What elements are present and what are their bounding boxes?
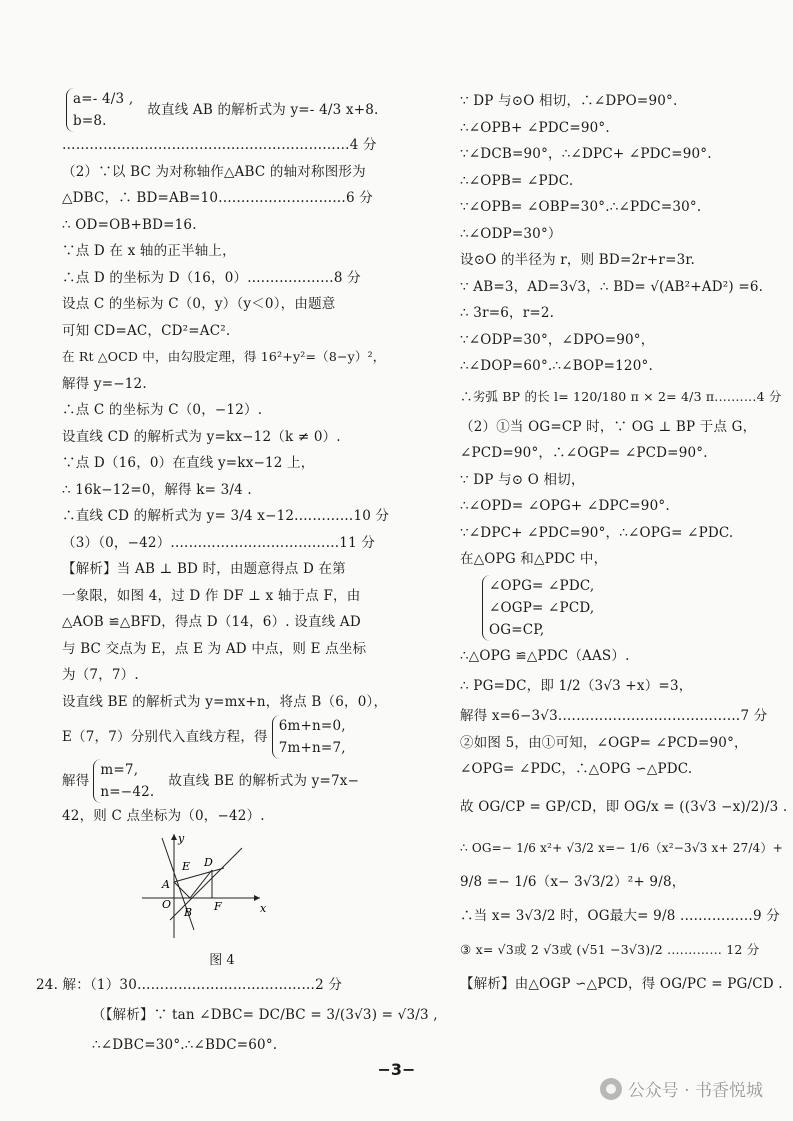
text-line: ∴直线 CD 的解析式为 y= 3/4 x−12.…………10 分 (62, 508, 390, 524)
text-line: （2）①当 OG=CP 时，∵ OG ⊥ BP 于点 G， (460, 418, 757, 435)
text-line: ∵∠DCB=90°，∴∠DPC+ ∠PDC=90°. (460, 146, 712, 162)
text-line: ∵∠ODP=30°，∠DPO=90°， (460, 331, 655, 348)
right-column (460, 88, 788, 1001)
text-line: △DBC，∴ BD=AB=10.………………………6 分 (62, 190, 373, 206)
text-span: 解得 (62, 773, 90, 789)
eq-line: ∠OPG= ∠PDC, (489, 577, 595, 594)
text-line: ∴劣弧 BP 的长 l= 120/180 π × 2= 4/3 π.………4 分 (460, 388, 782, 404)
x-axis-arrow (254, 895, 260, 901)
eq-line: 6m+n=0, (278, 718, 346, 734)
label-f: F (214, 899, 222, 913)
coordinate-diagram (132, 830, 272, 940)
text-line: ③ x= √3或 2 √3或 (√51 −3√3)/2 .………… 12 分 (460, 941, 760, 957)
text-line: ∴∠ODP=30°） (460, 225, 562, 242)
score-line: ………………………………………………………4 分 (62, 137, 377, 153)
brace-group (93, 759, 154, 803)
system-congruence (460, 573, 760, 643)
label-b: B (184, 905, 193, 919)
text-line: 设直线 BE 的解析式为 y=mx+n，将点 B（6，0）， (62, 693, 388, 710)
text-line: ∴∠OPD= ∠OPG+ ∠DPC=90°. (460, 498, 670, 514)
eq-b: b=8. (73, 113, 107, 129)
label-x: x (260, 901, 267, 915)
text-line: 与 BC 交点为 E，点 E 为 AD 中点，则 E 点坐标 (62, 640, 367, 657)
text-line: （【解析】∵ tan ∠DBC= DC/BC = 3/(3√3) = √3/3 , (92, 1007, 438, 1023)
text-line: ∴△OPG ≌△PDC（AAS）. (460, 647, 630, 664)
text-line: 故 OG/CP = GP/CD，即 OG/x = ((3√3 −x)/2)/3 . (460, 798, 788, 815)
text-line: ∵∠OPB= ∠OBP=30°.∴∠PDC=30°. (460, 199, 702, 215)
text-line: 解得 y=−12. (62, 375, 147, 392)
text-span: 故直线 BE 的解析式为 y=7x− (168, 773, 360, 789)
eq-line: ∠OGP= ∠PCD, (489, 599, 595, 616)
text-line: ∴ OD=OB+BD=16. (62, 216, 197, 233)
text-line: 在△OPG 和△PDC 中， (460, 551, 608, 567)
text-line: ∴ 16k−12=0，解得 k= 3/4 . (62, 481, 252, 498)
text-line: ∵ DP 与⊙O 相切，∴∠DPO=90°. (460, 93, 678, 109)
text-line: △AOB ≌△BFD，得点 D（14，6）. 设直线 AD (62, 614, 361, 630)
text-line: ∴∠DOP=60°.∴∠BOP=120°. (460, 358, 653, 374)
text-line: ∴点 D 的坐标为 D（16，0）.………………8 分 (62, 269, 361, 286)
question-24-heading: 24. 解：（1）30…………………………………2 分 (36, 976, 343, 993)
text-line: ∵∠DPC+ ∠PDC=90°，∴∠OPG= ∠PDC. (460, 524, 734, 541)
eq-a: a=- 4/3 , (73, 91, 134, 107)
wechat-icon (600, 1078, 622, 1100)
text-line: ∵ AB=3，AD=3√3，∴ BD= √(AB²+AD²) =6. (460, 278, 764, 295)
system-of-equations-ab (62, 88, 382, 132)
eq-line: n=−42. (100, 784, 155, 800)
watermark (600, 1076, 763, 1101)
text-line: 一象限，如图 4，过 D 作 DF ⊥ x 轴于点 F，由 (62, 587, 361, 604)
eq-line: 7m+n=7, (278, 740, 346, 756)
text-line: ∴ PG=DC，即 1/2（3√3 +x）=3， (460, 678, 693, 694)
figure-caption: 图 4 (209, 952, 235, 968)
y-axis-arrow (171, 834, 177, 840)
label-y: y (178, 831, 185, 845)
text-line: ∴当 x= 3√3/2 时，OG最大= 9/8 .……………9 分 (460, 907, 780, 924)
text-line: ∠PCD=90°，∴∠OGP= ∠PCD=90°. (460, 445, 708, 461)
watermark-text: 公众号 · 书香悦城 (627, 1081, 763, 1101)
text-line: ∴∠DBC=30°.∴∠BDC=60°. (92, 1037, 278, 1053)
text-line: ∴∠OPB+ ∠PDC=90°. (460, 119, 610, 136)
eq-line: OG=CP, (489, 621, 545, 638)
text-line: ∵ DP 与⊙ O 相切， (460, 471, 585, 488)
system-mn (62, 759, 382, 803)
text-line: 在 Rt △OCD 中，由勾股定理，得 16²+y²=（8−y）²， (62, 349, 386, 364)
left-column (36, 88, 438, 1059)
text-line: ∴ OG=− 1/6 x²+ √3/2 x=− 1/6（x²−3√3 x+ 27/4）+ (460, 840, 783, 855)
text-line: ∴点 C 的坐标为 C（0，−12）. (62, 402, 263, 418)
line-ab-result: 故直线 AB 的解析式为 y=- 4/3 x+8. (147, 102, 379, 118)
text-line: ∠OPG= ∠PDC，∴△OPG ∽△PDC. (460, 761, 693, 777)
text-line: ②如图 5，由①可知，∠OGP= ∠PCD=90°， (460, 734, 748, 751)
text-line: 设直线 CD 的解析式为 y=kx−12（k ≠ 0）. (62, 428, 341, 445)
text-line: 为（7，7）. (62, 667, 139, 683)
text-line: 设点 C 的坐标为 C（0，y）（y＜0），由题意 (62, 296, 336, 312)
text-line: 【解析】由△OGP ∽△PCD，得 OG/PC = PG/CD . (460, 975, 783, 992)
eq-line: m=7, (100, 762, 139, 778)
text-line: 9/8 =− 1/6（x− 3√3/2）²+ 9/8， (460, 873, 686, 890)
text-line: 设⊙O 的半径为 r，则 BD=2r+r=3r. (460, 252, 696, 268)
label-e: E (182, 859, 191, 873)
text-line: 42，则 C 点坐标为（0，−42）. (62, 808, 265, 824)
label-a: A (162, 877, 170, 891)
text-line: ∵点 D（16，0）在直线 y=kx−12 上， (62, 455, 315, 471)
brace-group (272, 715, 346, 759)
brace-group (66, 88, 133, 132)
text-line: （3）（0，−42）.………………………………11 分 (62, 534, 376, 551)
text-line: 可知 CD=AC，CD²=AC². (62, 322, 231, 339)
system-bm (62, 715, 382, 759)
page-number: −3− (377, 1060, 416, 1079)
label-d: D (204, 855, 213, 869)
brace-group (482, 575, 594, 641)
text-span: E（7，7）分别代入直线方程，得 (62, 729, 268, 745)
figure-4 (62, 830, 382, 950)
text-line: ∵点 D 在 x 轴的正半轴上， (62, 243, 236, 259)
label-o: O (162, 897, 172, 911)
text-line: 【解析】当 AB ⊥ BD 时，由题意得点 D 在第 (62, 561, 346, 577)
text-line: 解得 x=6−3√3.…………………………………7 分 (460, 708, 768, 724)
text-line: ∴ 3r=6，r=2. (460, 305, 555, 321)
text-line: （2）∵以 BC 为对称轴作△ABC 的轴对称图形为 (62, 163, 366, 180)
text-line: ∴∠OPB= ∠PDC. (460, 172, 574, 189)
